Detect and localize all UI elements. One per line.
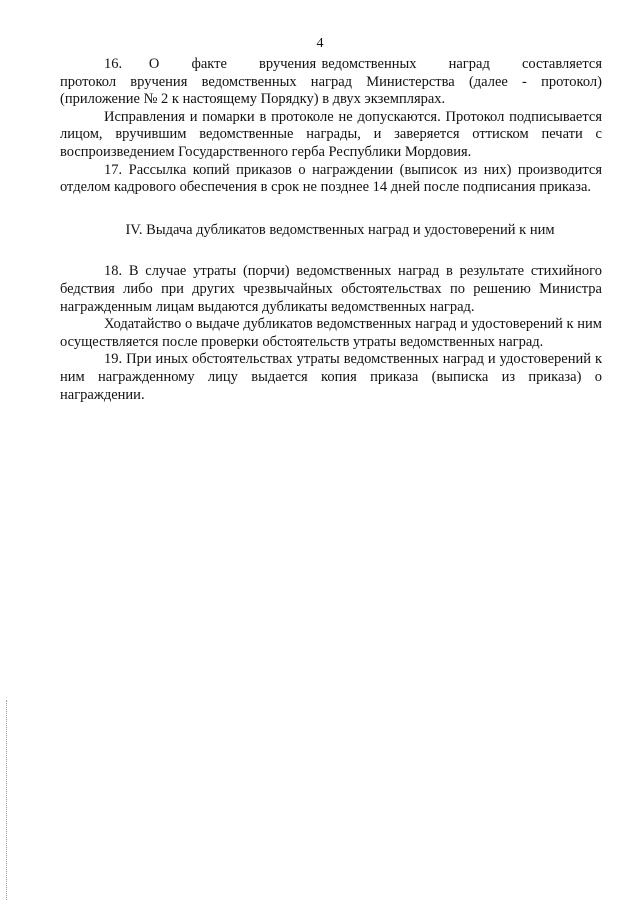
document-body (60, 56, 602, 404)
section-heading: IV. Выдача дубликатов ведомственных наград и удостоверений к ним (125, 221, 555, 238)
paragraph-protocol-corrections: Исправления и помарки в протоколе не допускаются. Протокол подписывается лицом, вручившим ведомственные награды, и заверяется оттиском печати с воспроизведением Государственного герба Республики Мордовия. (60, 108, 602, 160)
scan-margin-dots (6, 700, 9, 900)
paragraph-19: 19. При иных обстоятельствах утраты ведомственных наград и удостоверений к ним награжденному лицу выдается копия приказа (выписка из приказа) о награждении. (60, 351, 602, 403)
paragraph-17: 17. Рассылка копий приказов о награждении (выписок из них) производится отделом кадрового обеспечения в срок не позднее 14 дней после подписания приказа. (60, 161, 602, 196)
paragraph-18: 18. В случае утраты (порчи) ведомственных наград в результате стихийного бедствия либо при других чрезвычайных обстоятельствах по решению Министра награжденным лицам выдаются дубликаты ведомственных наград. (60, 263, 602, 315)
paragraph-petition: Ходатайство о выдаче дубликатов ведомственных наград и удостоверений к ним осуществляется после проверки обстоятельств утраты ведомственных наград. (60, 316, 602, 350)
paragraph-16: 16. О факте вручения ведомственных наград составляется протокол вручения ведомственных наград Министерства (далее - протокол) (приложение № 2 к настоящему Порядку) в двух экземплярах. (60, 56, 602, 108)
page-number: 4 (316, 36, 324, 51)
